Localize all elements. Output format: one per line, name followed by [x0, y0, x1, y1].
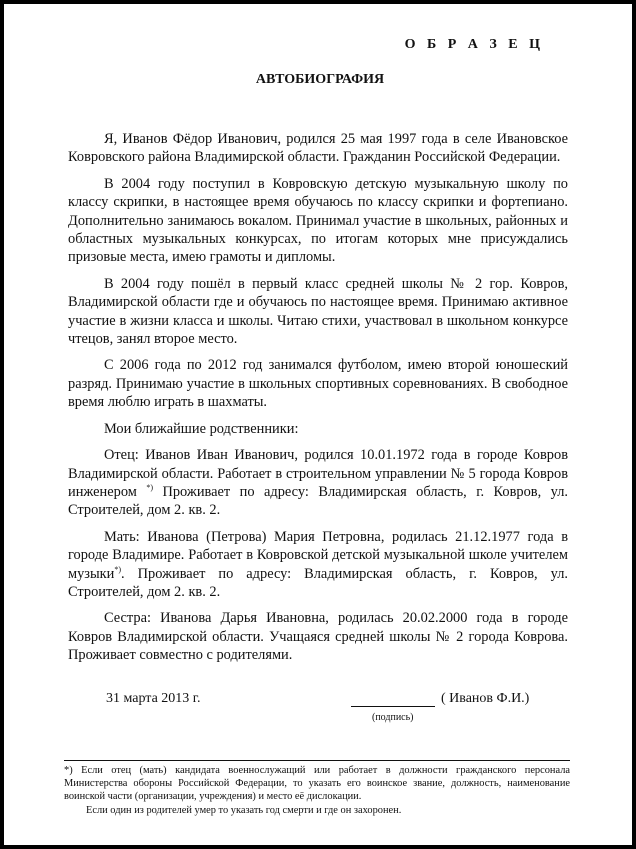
- signature-name: ( Иванов Ф.И.): [441, 691, 530, 706]
- document-title: АВТОБИОГРАФИЯ: [255, 72, 385, 87]
- paragraph-birth: Я, Иванов Фёдор Иванович, родился 25 мая 1997 года в селе Ивановское Ковровского района Владимирской области. Гражданин Российской Федерации.: [68, 131, 568, 166]
- signature-line: [351, 706, 435, 707]
- father-text-a: Отец: Иванов Иван Иванович, родился 10.01.1972 года в городе Ковров Владимирской области. Работает в строительном управлении № 5 города Ковров инженером: [68, 447, 568, 500]
- footnote-divider: [64, 760, 570, 761]
- paragraph-music-school: В 2004 году поступил в Ковровскую детскую музыкальную школу по классу скрипки, в настоящее время обучаюсь по классу скрипки и фортепиано. Дополнительно занимаюсь вокалом. Принимал участие в школьных, районных и областных музыкальных конкурсах, по итогам которых мне присуждались призовые места, имею грамоты и дипломы.: [68, 175, 568, 266]
- footnote-text: *) Если отец (мать) кандидата военнослужащий или работает в должности гражданского персонала Министерства обороны Российской Федерации, то указать его воинское звание, должность, наименование воинской части (организации, учреждения) и место её дислокации.: [64, 765, 570, 803]
- sample-label: О Б Р А З Е Ц: [404, 37, 544, 52]
- paragraph-school: В 2004 году пошёл в первый класс средней школы № 2 гор. Ковров, Владимирской области где и обучаюсь по настоящее время. Принимаю активное участие в жизни класса и школы. Читаю стихи, участвовал в школьном конкурсе чтецов, занял второе место.: [68, 275, 568, 348]
- signature-block: [4, 691, 632, 731]
- mother-text-b: . Проживает по адресу: Владимирская область, г. Ковров, ул. Строителей, дом 2. кв. 2.: [68, 565, 568, 600]
- document-body: [68, 130, 568, 665]
- footnote-mark: *): [114, 564, 122, 574]
- signature-date: 31 марта 2013 г.: [106, 691, 201, 706]
- paragraph-mother: [68, 528, 568, 602]
- father-text-b: Проживает по адресу: Владимирская область, г. Ковров, ул. Строителей, дом 2. кв. 2.: [68, 483, 569, 519]
- paragraph-sports: С 2006 года по 2012 год занимался футболом, имею второй юношеский разряд. Принимаю участие в школьных спортивных соревнованиях. В свободное время люблю играть в шахматы.: [68, 357, 568, 411]
- paragraph-father: [68, 446, 568, 520]
- footnote: [64, 764, 570, 817]
- document-page: [4, 4, 632, 845]
- mother-text-a: Мать: Иванова (Петрова) Мария Петровна, родилась 21.12.1977 года в городе Владимире. Работает в Ковровской детской музыкальной школе учителем музыки: [68, 528, 568, 582]
- paragraph-relatives-intro: Мои ближайшие родственники:: [104, 420, 299, 437]
- footnote-mark: *): [146, 483, 153, 493]
- footnote-text-2: Если один из родителей умер то указать год смерти и где он захоронен.: [86, 804, 402, 816]
- paragraph-sister: Сестра: Иванова Дарья Ивановна, родилась 20.02.2000 года в городе Ковров Владимирской области. Учащаяся средней школы № 2 города Коврова. Проживает совместно с родителями.: [68, 610, 568, 664]
- signature-caption: (подпись): [372, 712, 414, 723]
